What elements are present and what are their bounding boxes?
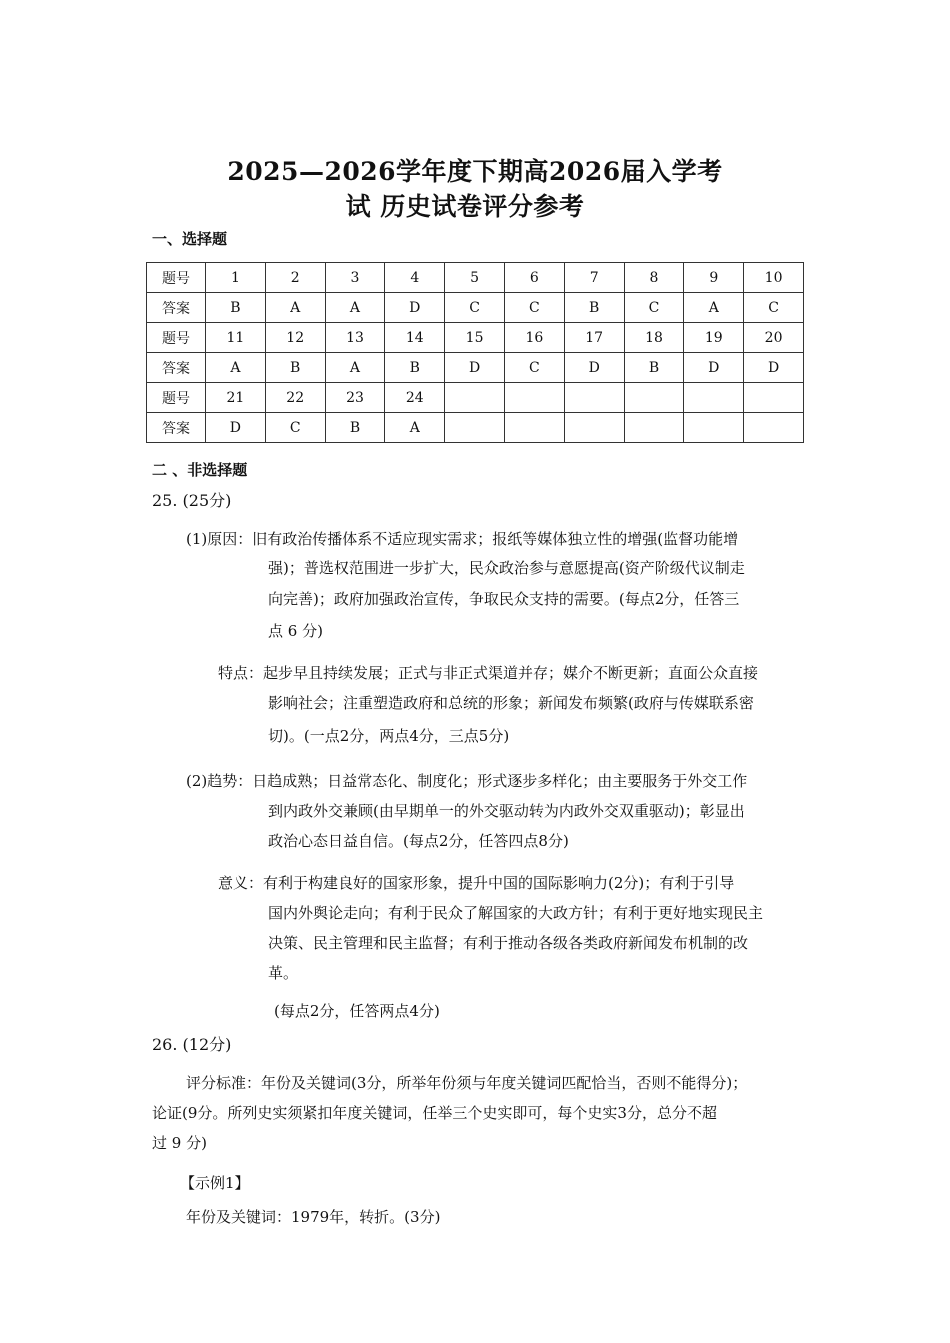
- answer-table-cell: C: [265, 413, 325, 443]
- q25-meaning-line: 国内外舆论走向；有利于民众了解国家的大政方针；有利于更好地实现民主: [268, 904, 764, 922]
- q25-trend-line: 政治心态日益自信。(每点2分，任答四点8分): [268, 832, 569, 850]
- answer-table-cell: A: [684, 293, 744, 323]
- q25-trend-line: 到内政外交兼顾(由早期单一的外交驱动转为内政外交双重驱动)；彰显出: [268, 802, 745, 820]
- answer-table-cell: 10: [744, 263, 804, 293]
- q25-reason-line: (1)原因：旧有政治传播体系不适应现实需求；报纸等媒体独立性的增强(监督功能增: [186, 530, 739, 548]
- answer-table-row-label: 答案: [147, 413, 206, 443]
- answer-table-cell: [624, 383, 684, 413]
- q25-reason-line: 向完善)；政府加强政治宣传，争取民众支持的需要。(每点2分，任答三: [268, 590, 740, 608]
- answer-table-cell: C: [504, 353, 564, 383]
- answer-table-cell: [504, 413, 564, 443]
- answer-table-cell: C: [744, 293, 804, 323]
- answer-table-row: [147, 353, 804, 383]
- answer-table-cell: 6: [504, 263, 564, 293]
- answer-table-cell: D: [385, 293, 445, 323]
- answer-table-cell: [564, 383, 624, 413]
- answer-table-cell: 14: [385, 323, 445, 353]
- answer-table-row-label: 题号: [147, 263, 206, 293]
- answer-table-cell: A: [385, 413, 445, 443]
- answer-table-cell: B: [206, 293, 266, 323]
- answer-table-cell: [445, 383, 505, 413]
- answer-table-cell: 1: [206, 263, 266, 293]
- answer-table-cell: A: [325, 353, 385, 383]
- answer-table-cell: [684, 383, 744, 413]
- answer-table-row: [147, 293, 804, 323]
- q25-feature-line: 特点：起步早且持续发展；正式与非正式渠道并存；媒介不断更新；直面公众直接: [218, 664, 759, 682]
- answer-table-cell: B: [564, 293, 624, 323]
- q26-example-label: 【示例1】: [180, 1174, 250, 1192]
- answer-table-cell: C: [504, 293, 564, 323]
- q25-reason-line: 点 6 分): [268, 622, 323, 640]
- page-title-line2: 试 历史试卷评分参考: [345, 192, 585, 221]
- answer-table-cell: 12: [265, 323, 325, 353]
- answer-table-cell: 8: [624, 263, 684, 293]
- answer-table-cell: [624, 413, 684, 443]
- q25-reason-line: 强)；普选权范围进一步扩大，民众政治参与意愿提高(资产阶级代议制走: [268, 559, 745, 577]
- answer-table-cell: 18: [624, 323, 684, 353]
- answer-table-cell: 4: [385, 263, 445, 293]
- answer-table-cell: 22: [265, 383, 325, 413]
- answer-table-row: [147, 383, 804, 413]
- answer-table-cell: [744, 383, 804, 413]
- q26-heading: 26. (12分): [152, 1035, 232, 1054]
- answer-table-cell: D: [744, 353, 804, 383]
- answer-table-cell: A: [206, 353, 266, 383]
- section-heading-choice: 一、选择题: [152, 230, 228, 248]
- answer-table-row: [147, 323, 804, 353]
- answer-table-cell: 19: [684, 323, 744, 353]
- answer-table-cell: C: [624, 293, 684, 323]
- answer-table-cell: 21: [206, 383, 266, 413]
- q26-criteria-line: 评分标准：年份及关键词(3分，所举年份须与年度关键词匹配恰当，否则不能得分)；: [186, 1074, 748, 1092]
- answer-table-cell: B: [624, 353, 684, 383]
- answer-table-cell: [744, 413, 804, 443]
- answer-table-cell: [564, 413, 624, 443]
- answer-table-cell: C: [445, 293, 505, 323]
- answer-table-cell: 23: [325, 383, 385, 413]
- q25-meaning-line: 决策、民主管理和民主监督；有利于推动各级各类政府新闻发布机制的改: [268, 934, 749, 952]
- q26-example-line: 年份及关键词：1979年，转折。(3分): [186, 1208, 441, 1226]
- answer-table-row-label: 答案: [147, 293, 206, 323]
- q25-meaning-score: (每点2分，任答两点4分): [274, 1002, 440, 1020]
- answer-table-cell: 2: [265, 263, 325, 293]
- answer-table-cell: 7: [564, 263, 624, 293]
- q26-criteria-line: 论证(9分。所列史实须紧扣年度关键词，任举三个史实即可，每个史实3分，总分不超: [152, 1104, 717, 1122]
- answer-table-cell: [445, 413, 505, 443]
- answer-table-cell: 16: [504, 323, 564, 353]
- answer-table-cell: 11: [206, 323, 266, 353]
- answer-table-cell: D: [564, 353, 624, 383]
- answer-table-cell: B: [385, 353, 445, 383]
- answer-table: [146, 262, 804, 443]
- answer-table-row-label: 答案: [147, 353, 206, 383]
- answer-table-cell: 5: [445, 263, 505, 293]
- answer-table-cell: 13: [325, 323, 385, 353]
- answer-table-cell: 17: [564, 323, 624, 353]
- answer-table-cell: B: [265, 353, 325, 383]
- q25-meaning-line: 革。: [268, 964, 299, 982]
- answer-table-cell: [504, 383, 564, 413]
- q26-criteria-line: 过 9 分): [152, 1134, 207, 1152]
- q25-meaning-line: 意义：有利于构建良好的国家形象，提升中国的国际影响力(2分)；有利于引导: [218, 874, 735, 892]
- answer-table-cell: A: [325, 293, 385, 323]
- answer-table-row-label: 题号: [147, 323, 206, 353]
- answer-table-cell: 3: [325, 263, 385, 293]
- answer-table-cell: D: [445, 353, 505, 383]
- answer-table-cell: B: [325, 413, 385, 443]
- q25-feature-line: 切)。(一点2分，两点4分，三点5分): [268, 727, 510, 745]
- answer-table-cell: A: [265, 293, 325, 323]
- answer-table-cell: D: [206, 413, 266, 443]
- answer-table-cell: 15: [445, 323, 505, 353]
- answer-table-cell: 9: [684, 263, 744, 293]
- section-heading-nonchoice: 二 、非选择题: [152, 461, 248, 479]
- answer-table-cell: [684, 413, 744, 443]
- answer-table-cell: 20: [744, 323, 804, 353]
- answer-table-row: [147, 263, 804, 293]
- answer-table-cell: 24: [385, 383, 445, 413]
- answer-table-row: [147, 413, 804, 443]
- q25-heading: 25. (25分): [152, 491, 232, 510]
- page-title-line1: 2025—2026学年度下期高2026届入学考: [227, 157, 723, 186]
- q25-feature-line: 影响社会；注重塑造政府和总统的形象；新闻发布频繁(政府与传媒联系密: [268, 694, 754, 712]
- answer-table-cell: D: [684, 353, 744, 383]
- answer-table-row-label: 题号: [147, 383, 206, 413]
- q25-trend-line: (2)趋势：日趋成熟；日益常态化、制度化；形式逐步多样化；由主要服务于外交工作: [186, 772, 748, 790]
